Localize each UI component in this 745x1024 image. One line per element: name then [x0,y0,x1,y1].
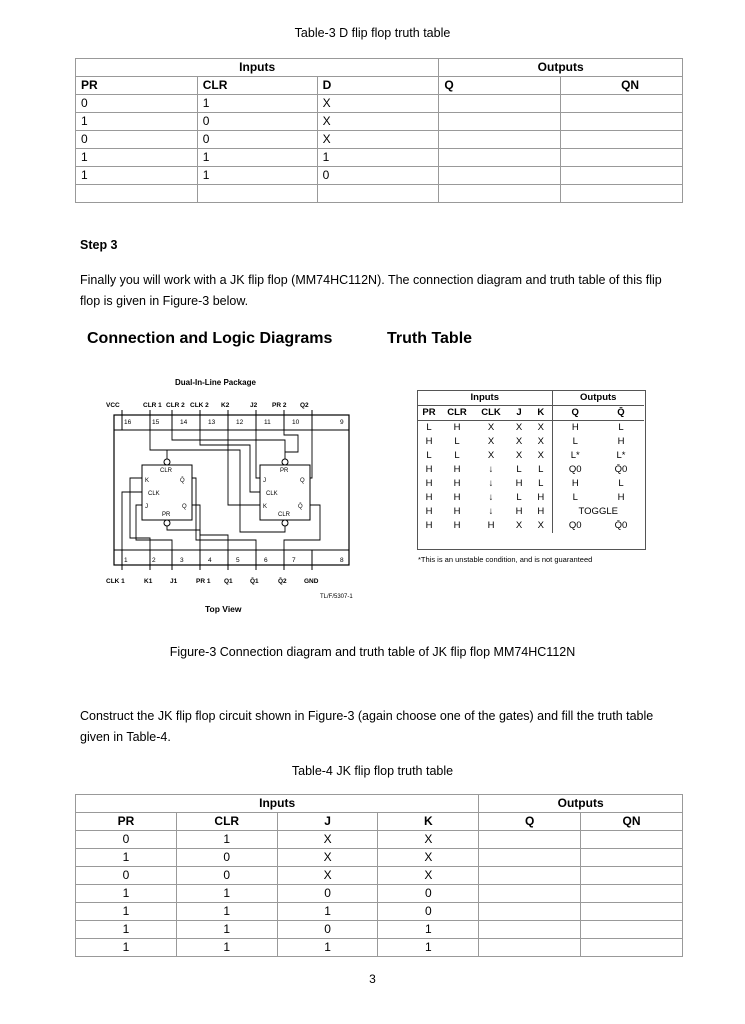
tt-cell: ↓ [488,506,494,517]
table-row [418,463,644,477]
tt-group-inputs: Inputs [470,392,499,403]
top-pin-number: 13 [208,419,216,426]
table-row [76,867,683,885]
construct-paragraph: Construct the JK flip flop circuit shown in Figure-3 (again choose one of the gates) and fill the truth table given in Table-4. [80,709,654,744]
table-cell: 1 [197,167,317,185]
ff2-qbar-label: Q̄ [298,504,303,510]
page-number: 3 [369,972,376,986]
tt-group-outputs: Outputs [552,391,644,406]
tt-cell: ↓ [488,464,494,475]
table-row [76,185,683,203]
bottom-pin-number: 4 [208,557,212,564]
table-row [76,921,683,939]
table-cell [439,149,561,167]
table-cell: 0 [197,131,317,149]
tt-cell: H [425,464,433,475]
table3-header: Q [439,77,561,95]
table4-header-row [76,813,683,831]
table-cell [581,903,683,921]
table-cell: 0 [176,849,277,867]
table-cell: 1 [76,113,198,131]
table-row [418,505,644,519]
bottom-pin-number: 3 [180,557,184,564]
table-cell: 1 [76,167,198,185]
table-row [76,939,683,957]
ff1-clr-label: CLR [160,468,173,474]
ff1-qbar-label: Q̄ [180,478,185,484]
ff2-k-label: K [263,504,268,510]
bottom-pin-name: CLK 1 [106,578,125,585]
table-cell [479,849,581,867]
top-pin-name: J2 [250,402,258,409]
table-cell: 0 [277,885,378,903]
table4-header: PR [76,813,177,831]
table-row [418,491,644,505]
tt-cell: L [538,478,544,489]
table4-header: CLR [176,813,277,831]
tt-note: *This is an unstable condition, and is not guaranteed [418,555,593,564]
tt-cell: Q̄0 [614,464,628,475]
table-cell: 0 [197,113,317,131]
top-pin-number: 9 [340,419,344,426]
tt-cell: X [537,450,544,461]
table-cell: X [317,95,439,113]
table3-caption: Table-3 D flip flop truth table [294,26,451,40]
table-row [418,435,644,449]
top-pin-name: Q2 [300,402,309,409]
table-cell: X [378,831,479,849]
table-cell [479,885,581,903]
table-cell: X [378,849,479,867]
ff1-k-label: K [145,478,150,484]
ff2-clr-label: CLR [278,512,291,518]
table-cell: 0 [76,131,198,149]
tt-cell: L [516,464,522,475]
table-cell: 0 [76,95,198,113]
tt-cell: X [487,422,495,433]
table-cell: 1 [277,903,378,921]
tt-cell: H [537,506,545,517]
table-cell [439,113,561,131]
tt-cell: TOGGLE [552,505,644,519]
bottom-pin-number: 5 [236,557,240,564]
ff1-clk-label: CLK [148,491,160,497]
bottom-pin-number: 6 [264,557,268,564]
table-cell: 1 [76,939,177,957]
tt-cell: ↓ [488,492,494,503]
step3-paragraph: Finally you will work with a JK flip flop (MM74HC112N). The connection diagram and truth table of this flip flop is given in Figure-3 below. [80,273,662,308]
top-pin-name: CLR 1 [143,402,162,409]
ff2-j-label: J [263,478,266,484]
view-label: Top View [205,604,242,614]
ff1-q-label: Q [182,504,187,510]
tt-cell: X [515,450,523,461]
table-cell: 1 [176,939,277,957]
tt-header: Q [552,406,598,421]
tt-cell: L [618,422,624,433]
table3-group-row [76,59,683,77]
table4-header: J [277,813,378,831]
tt-cell: H [515,506,523,517]
table4-header: QN [581,813,683,831]
table-cell: X [277,867,378,885]
table-cell: 0 [76,831,177,849]
table-cell: 1 [197,95,317,113]
table-cell: X [317,113,439,131]
tt-group-row [418,391,644,406]
table-row [76,95,683,113]
top-pin-number: 14 [180,419,188,426]
table-cell [317,185,439,203]
figure-heading-left: Connection and Logic Diagrams [87,330,333,347]
table-cell: 0 [378,903,479,921]
ff1-pr-label: PR [162,512,171,518]
table-cell [479,903,581,921]
tt-header: CLK [481,407,501,418]
table-row [76,903,683,921]
table-cell: X [317,131,439,149]
table4 [75,794,683,957]
tt-header: J [516,407,522,418]
tt-cell: H [453,422,461,433]
table-cell [581,867,683,885]
tt-cell: H [453,492,461,503]
table-cell [439,185,561,203]
flip-flop-1 [142,459,192,526]
table4-group-row [76,795,683,813]
tt-cell: X [487,436,495,447]
bottom-pin-name: PR 1 [196,578,211,585]
doc-code: TL/F/5307-1 [320,594,353,600]
table-cell: 1 [76,149,198,167]
table-row [76,131,683,149]
table-cell: X [277,849,378,867]
top-pin-number: 12 [236,419,244,426]
figure-heading-right: Truth Table [387,330,473,347]
table-cell: X [277,831,378,849]
table-cell: 1 [76,849,177,867]
bottom-pin-name: GND [304,578,319,585]
tt-cell: L* [616,450,626,461]
table-cell: 1 [176,903,277,921]
tt-cell: L* [552,449,598,463]
table-cell: 1 [317,149,439,167]
tt-cell: H [425,478,433,489]
tt-cell: H [453,478,461,489]
bottom-pin-name: Q̄2 [278,578,287,585]
tt-cell: L [426,450,432,461]
bottom-pin-name: Q1 [224,578,233,585]
tt-cell: H [425,506,433,517]
table4-header: Q [479,813,581,831]
table-cell: 1 [76,903,177,921]
top-pin-number: 15 [152,419,160,426]
table3-header-row [76,77,683,95]
tt-cell: L [516,492,522,503]
table4-group-outputs: Outputs [479,795,683,813]
tt-cell: X [515,422,523,433]
table-cell [561,185,683,203]
tt-header: CLR [447,407,467,418]
tt-cell: H [425,436,433,447]
flip-flop-2 [260,459,310,526]
table-cell: 0 [317,167,439,185]
tt-cell: Q̄0 [614,520,628,531]
ff2-q-label: Q [300,478,305,484]
table-row [76,885,683,903]
table3-header: QN [561,77,683,95]
tt-cell: Q0 [552,463,598,477]
top-pin-name: CLR 2 [166,402,185,409]
table-cell: 1 [378,939,479,957]
table-cell: 0 [76,867,177,885]
table-cell [561,113,683,131]
tt-cell: H [453,520,461,531]
table-cell: 0 [176,867,277,885]
tt-cell: L [552,435,598,449]
table-cell: 1 [76,885,177,903]
table-cell: 1 [277,939,378,957]
table3 [75,58,683,203]
table-row [418,421,644,436]
tt-cell: H [537,492,545,503]
tt-header-row [418,406,644,421]
table3-group-outputs: Outputs [439,59,683,77]
table-cell [439,95,561,113]
table-row [76,831,683,849]
table-cell [479,939,581,957]
tt-cell: L [538,464,544,475]
step3-heading: Step 3 [80,238,118,252]
table-cell [479,831,581,849]
jk-truth-table [418,391,644,533]
package-title: Dual-In-Line Package [175,378,256,387]
ff2-clk-label: CLK [266,491,278,497]
tt-cell: H [425,520,433,531]
table-cell [581,921,683,939]
table-row [418,449,644,463]
table-row [76,113,683,131]
tt-cell: H [552,477,598,491]
ff1-j-label: J [145,504,148,510]
tt-cell: X [515,520,523,531]
tt-cell: H [552,421,598,436]
table-cell [561,167,683,185]
ff2-pr-label: PR [280,468,289,474]
table-row [76,849,683,867]
table-cell [581,849,683,867]
table-cell [479,867,581,885]
table-cell [561,131,683,149]
table-cell: 1 [76,921,177,939]
table-row [76,167,683,185]
bottom-pin-number: 7 [292,557,296,564]
ic-connection-diagram [100,370,390,620]
tt-cell: H [425,492,433,503]
table-cell: 1 [197,149,317,167]
table-cell [479,921,581,939]
bottom-pin-name: K1 [144,578,153,585]
top-pin-name: PR 2 [272,402,287,409]
table4-caption: Table-4 JK flip flop truth table [291,764,454,778]
bottom-pin-number: 1 [124,557,128,564]
tt-header: PR [422,407,436,418]
table-cell: 1 [378,921,479,939]
table-cell: 1 [176,921,277,939]
table-cell [561,149,683,167]
top-pin-number: 10 [292,419,300,426]
table3-header: D [317,77,439,95]
tt-header: K [537,407,545,418]
table-cell [439,131,561,149]
table-cell [197,185,317,203]
tt-cell: L [618,478,624,489]
tt-cell: H [617,436,625,447]
tt-cell: X [537,520,544,531]
table3-header: CLR [197,77,317,95]
table-cell: 0 [277,921,378,939]
top-pin-number: 11 [264,419,271,426]
tt-cell: H [453,506,461,517]
bottom-pin-number: 8 [340,557,344,564]
tt-cell: X [537,422,544,433]
tt-cell: ↓ [488,478,494,489]
bottom-pin-name: J1 [170,578,178,585]
table3-header: PR [76,77,198,95]
tt-header: Q̄ [617,407,625,418]
tt-cell: H [515,478,523,489]
top-pin-name: K2 [221,402,230,409]
top-pin-number: 16 [124,419,132,426]
tt-cell: X [537,436,544,447]
table-row [418,477,644,491]
bottom-pin-name: Q̄1 [250,578,259,585]
table-cell: 1 [176,885,277,903]
tt-cell: X [515,436,523,447]
tt-cell: Q0 [552,519,598,533]
top-pin-name: VCC [106,402,120,409]
tt-cell: H [617,492,625,503]
table-cell [581,939,683,957]
tt-cell: L [454,436,460,447]
table-cell [76,185,198,203]
tt-cell: L [426,422,432,433]
tt-cell: L [454,450,460,461]
table4-group-inputs: Inputs [76,795,479,813]
table-cell: 0 [378,885,479,903]
table-cell [561,95,683,113]
tt-cell: H [453,464,461,475]
tt-cell: L [552,491,598,505]
table-cell: X [378,867,479,885]
table-cell [581,885,683,903]
figure-caption: Figure-3 Connection diagram and truth table of JK flip flop MM74HC112N [169,645,576,659]
bottom-pin-number: 2 [152,557,156,564]
table-row [76,149,683,167]
table4-header: K [378,813,479,831]
tt-cell: X [487,450,495,461]
table-cell [439,167,561,185]
table-row [418,519,644,533]
table-cell: 1 [176,831,277,849]
top-pin-name: CLK 2 [190,402,209,409]
tt-cell: H [487,520,495,531]
table-cell [581,831,683,849]
table3-group-inputs: Inputs [76,59,439,77]
